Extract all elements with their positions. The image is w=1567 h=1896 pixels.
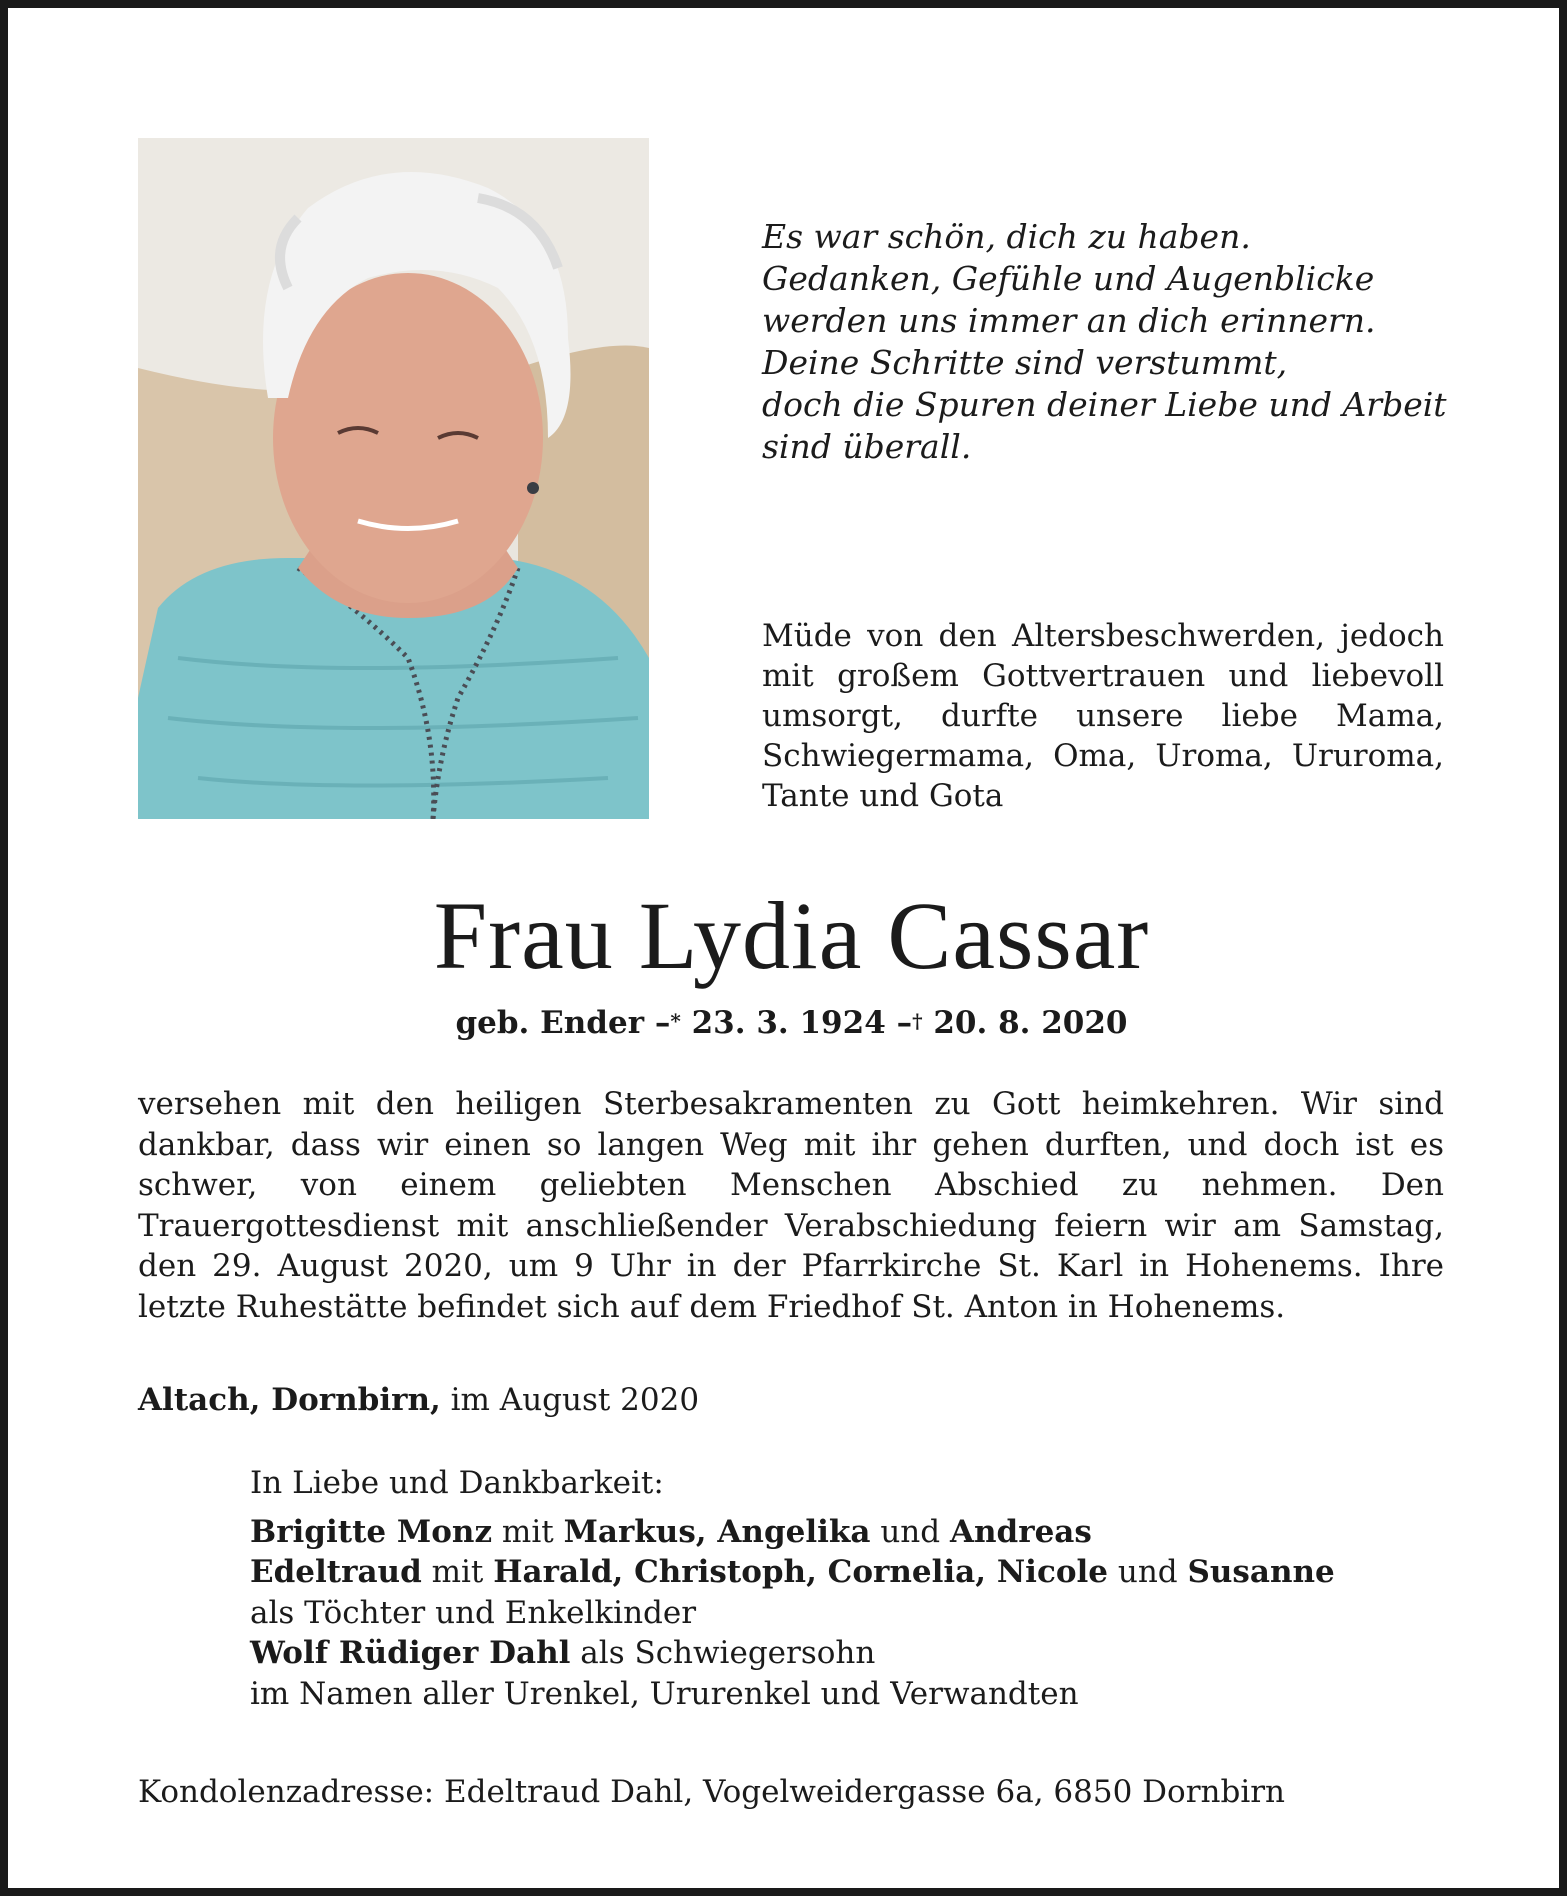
mourner-name: Wolf Rüdiger Dahl — [250, 1635, 571, 1671]
mourner-name: Markus, Angelika — [563, 1513, 871, 1550]
mourner-name: Harald, Christoph, Cornelia, Nicole — [493, 1554, 1108, 1590]
poem-line: sind überall. — [762, 427, 972, 466]
condolence-address: Kondolenzadresse: Edeltraud Dahl, Vogelweidergasse 6a, 6850 Dornbirn — [138, 1774, 1286, 1810]
mourner-name: Susanne — [1187, 1554, 1335, 1590]
mourner-text: und — [880, 1513, 941, 1550]
deceased-name: Frau Lydia Cassar — [433, 882, 1150, 989]
mourner-name: Edeltraud — [250, 1554, 422, 1590]
intro-paragraph: Müde von den Altersbeschwerden, jedoch mit großem Gottvertrauen und liebevoll umsorgt, durfte unsere liebe Mama, Schwiegermama, Oma, Uroma, Ururoma, Tante und Gota — [762, 618, 1444, 814]
mourner-line — [250, 1512, 1335, 1553]
portrait-image — [138, 138, 649, 819]
mourners-list — [250, 1463, 1335, 1714]
mourner-text: mit — [501, 1513, 554, 1550]
maiden-name: geb. Ender — [455, 1005, 645, 1041]
place-towns: Altach, Dornbirn, — [138, 1382, 441, 1418]
death-symbol: † — [912, 1009, 923, 1033]
separator: – — [896, 1005, 913, 1041]
separator: – — [654, 1005, 671, 1041]
mourner-name: Andreas — [949, 1513, 1092, 1550]
mourner-line: im Namen aller Urenkel, Ururenkel und Verwandten — [250, 1675, 1079, 1712]
mourners-heading: In Liebe und Dankbarkeit: — [250, 1465, 664, 1501]
life-dates — [8, 1002, 1567, 1044]
place-date-line — [138, 1380, 699, 1420]
mourner-text: als Schwiegersohn — [580, 1635, 876, 1671]
poem-line: doch die Spuren deiner Liebe und Arbeit — [762, 385, 1447, 424]
death-date: 20. 8. 2020 — [933, 1005, 1128, 1041]
poem-line: werden uns immer an dich erinnern. — [762, 301, 1376, 340]
birth-symbol: * — [670, 1009, 681, 1033]
poem — [762, 216, 1462, 468]
poem-line: Es war schön, dich zu haben. — [762, 217, 1251, 256]
mourner-text: und — [1117, 1554, 1178, 1590]
mourner-text: mit — [431, 1554, 484, 1590]
poem-line: Gedanken, Gefühle und Augenblicke — [762, 259, 1375, 298]
place-date: im August 2020 — [450, 1382, 700, 1418]
poem-line: Deine Schritte sind verstummt, — [762, 343, 1288, 382]
mourner-name: Brigitte Monz — [250, 1513, 493, 1550]
portrait-photo — [138, 138, 649, 819]
mourner-line — [250, 1552, 1335, 1593]
main-paragraph: versehen mit den heiligen Sterbesakramenten zu Gott heimkehren. Wir sind dankbar, dass wir einen so langen Weg mit ihr gehen durften, und doch ist es schwer, von einem geliebten Menschen Abschied zu nehmen. Den Trauergottesdienst mit anschließender Verabschiedung feiern wir am Samstag, den 29. August 2020, um 9 Uhr in der Pfarrkirche St. Karl in Hohenems. Ihre letzte Ruhestätte befindet sich auf dem Friedhof St. Anton in Hohenems. — [138, 1086, 1444, 1325]
mourner-line: als Töchter und Enkelkinder — [250, 1594, 697, 1631]
birth-date: 23. 3. 1924 — [691, 1005, 886, 1041]
mourner-line — [250, 1633, 1335, 1674]
